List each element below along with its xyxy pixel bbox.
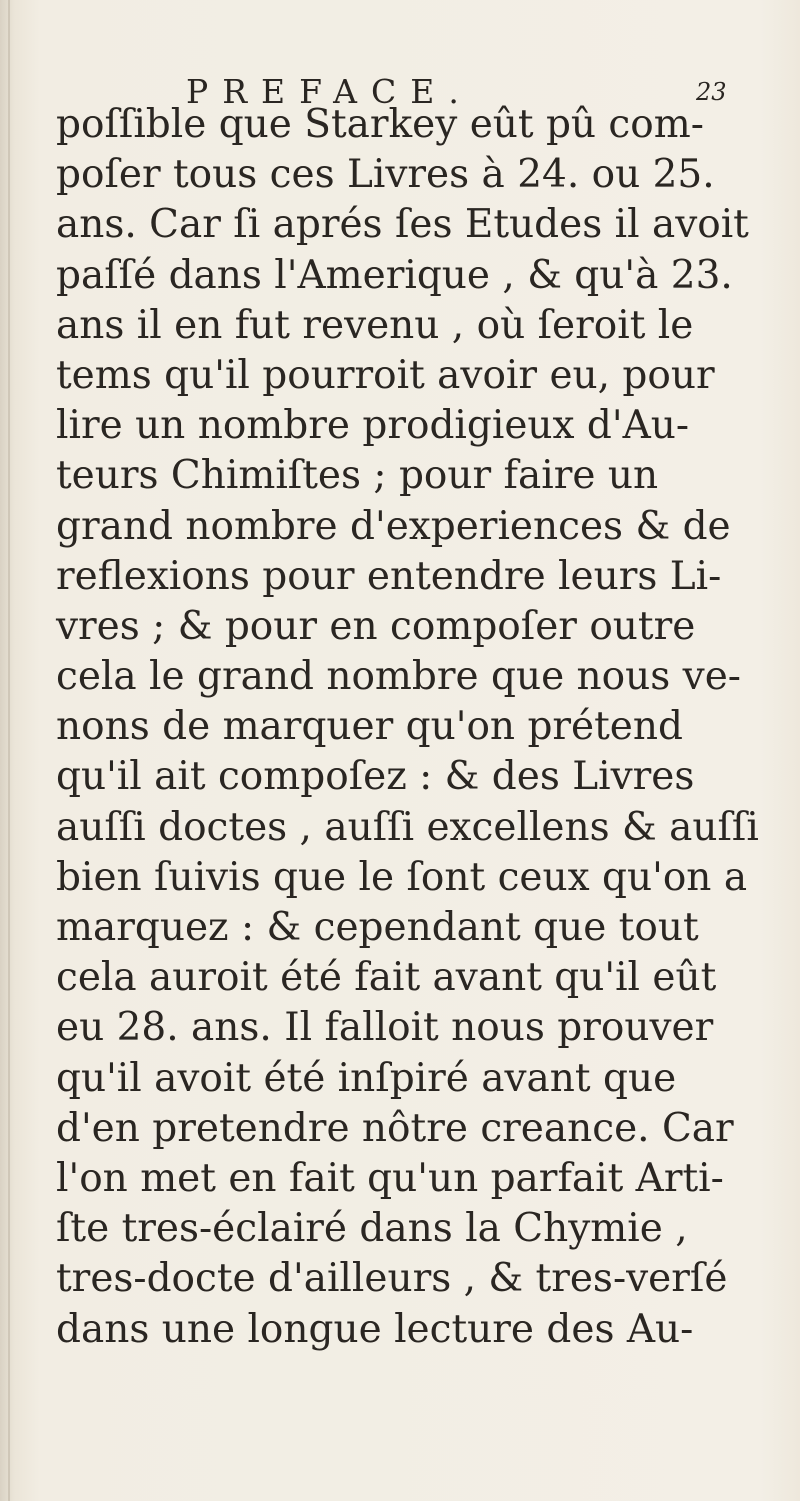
page-gutter [8,0,10,1501]
text-line: l'on met en fait qu'un parfait Arti- [56,1155,724,1201]
text-line: ſte tres-éclairé dans la Chymie , [56,1206,688,1252]
text-line: marquez : & cependant que tout [56,905,699,950]
text-line: tres-docte d'ailleurs , & tres-verſé [56,1256,728,1302]
text-line: vres ; & pour en compoſer outre [56,603,696,649]
text-line: grand nombre d'experiences & de [56,503,731,549]
text-line: eu 28. ans. Il falloit nous prouver [56,1005,714,1051]
text-line: poſſible que Starkey eût pû com- [56,102,704,147]
body-text [56,100,776,1355]
text-line: cela auroit été fait avant qu'il eût [56,955,717,1001]
text-line: d'en pretendre nôtre creance. Car [56,1105,734,1151]
text-line: poſer tous ces Livres à 24. ou 25. [56,152,715,198]
text-line: bien ſuivis que le ſont ceux qu'on a [56,854,748,900]
text-line: qu'il avoit été inſpiré avant que [56,1055,677,1101]
text-line: nons de marquer qu'on prétend [56,704,683,750]
text-line: lire un nombre prodigieux d'Au- [56,403,690,449]
text-line: qu'il ait compoſez : & des Livres [56,754,695,800]
page-number: 23 [696,78,727,106]
text-line: paſſé dans l'Amerique , & qu'à 23. [56,252,733,298]
text-line: auſſi doctes , auſſi excellens & auſſi [56,804,759,850]
text-line: ans il en fut revenu , où ſeroit le [56,302,694,348]
text-line: teurs Chimiſtes ; pour faire un [56,453,659,499]
text-line: dans une longue lecture des Au- [56,1306,694,1352]
text-line: ans. Car ſi aprés ſes Etudes il avoit [56,202,749,248]
text-line: tems qu'il pourroit avoir eu, pour [56,352,715,398]
running-title: PREFACE. [186,72,473,111]
text-line: cela le grand nombre que nous ve- [56,654,741,700]
text-line: reflexions pour entendre leurs Li- [56,553,722,599]
